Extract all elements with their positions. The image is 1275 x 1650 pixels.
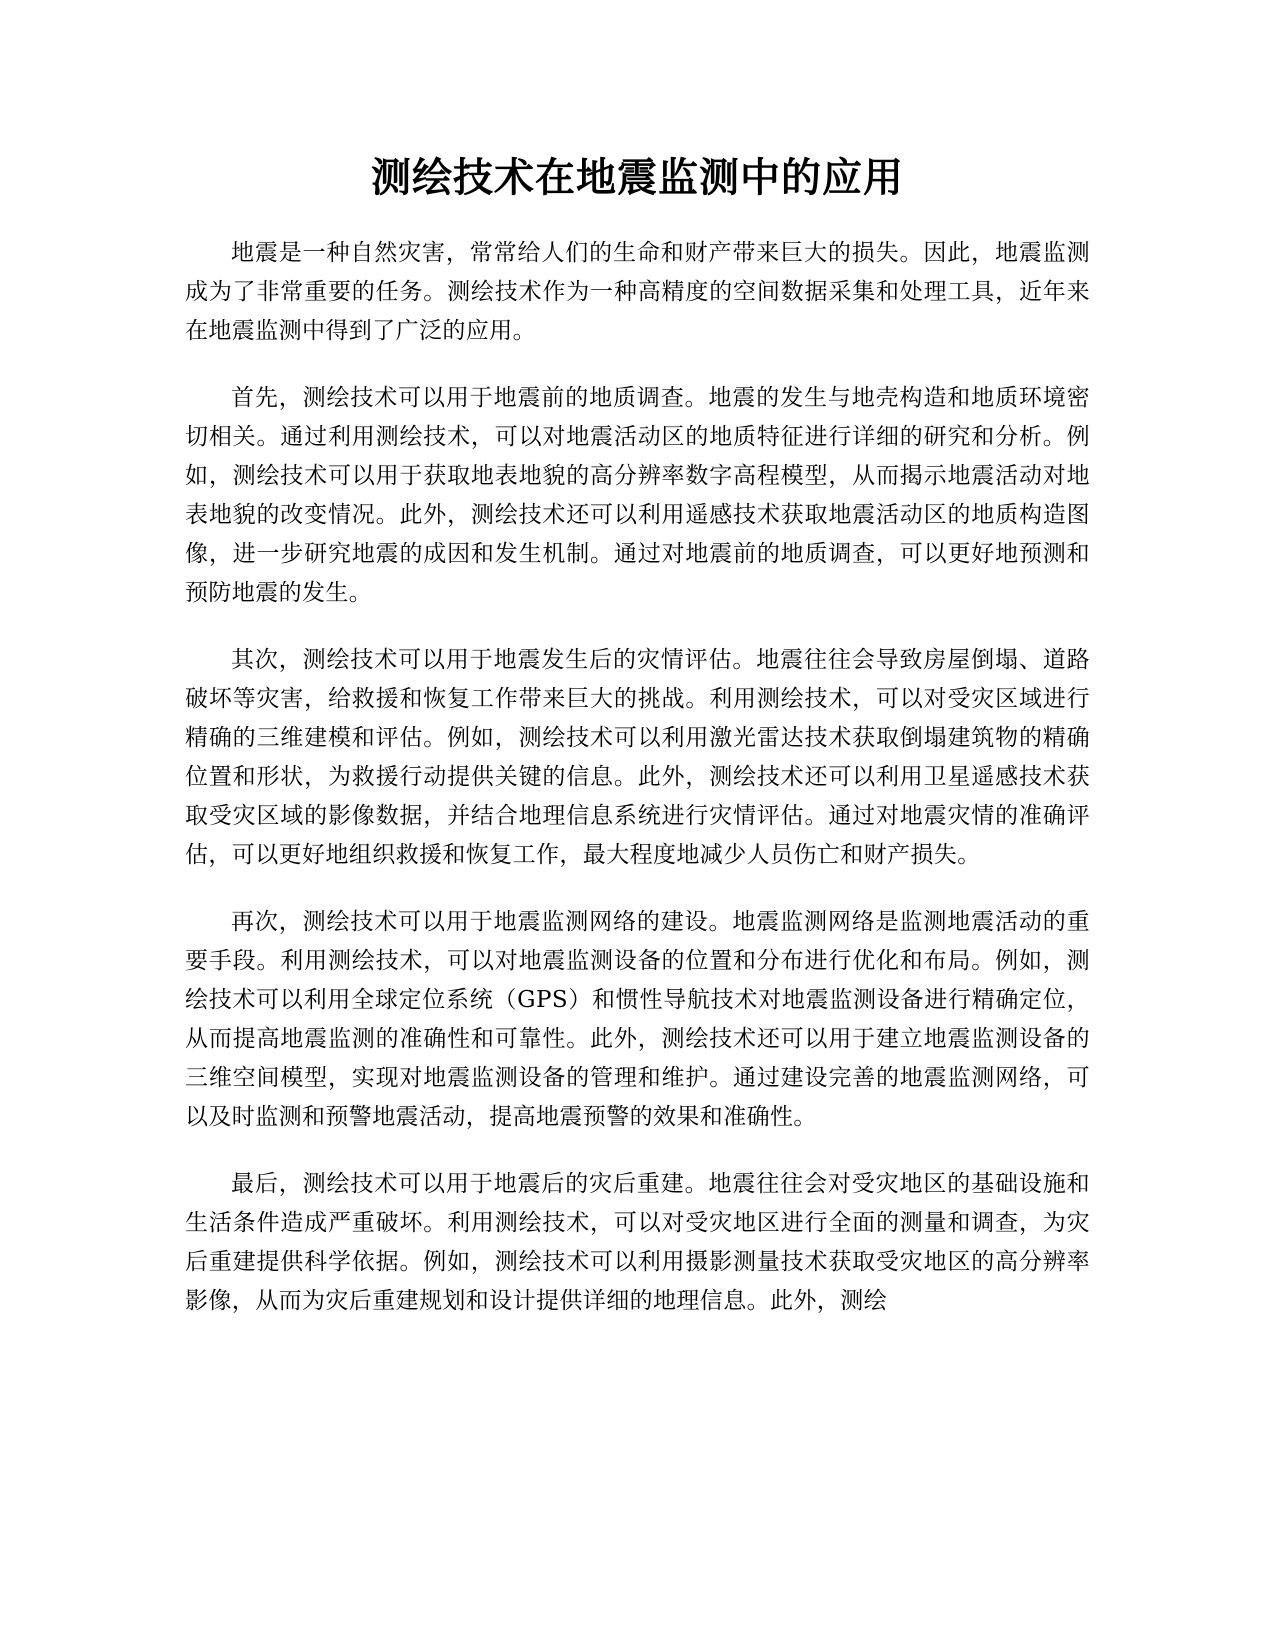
paragraph-monitoring-network: 再次，测绘技术可以用于地震监测网络的建设。地震监测网络是监测地震活动的重要手段。利用测绘技术，可以对地震监测设备的位置和分布进行优化和布局。例如，测绘技术可以利用全球定位系统（GPS）和惯性导航技术对地震监测设备进行精确定位，从而提高地震监测的准确性和可靠性。此外，测绘技术还可以用于建立地震监测设备的三维空间模型，实现对地震监测设备的管理和维护。通过建设完善的地震监测网络，可以及时监测和预警地震活动，提高地震预警的效果和准确性。 [185, 909, 1090, 1130]
paragraph-pre-earthquake-survey: 首先，测绘技术可以用于地震前的地质调查。地震的发生与地壳构造和地质环境密切相关。通过利用测绘技术，可以对地震活动区的地质特征进行详细的研究和分析。例如，测绘技术可以用于获取地表地貌的高分辨率数字高程模型，从而揭示地震活动对地表地貌的改变情况。此外，测绘技术还可以利用遥感技术获取地震活动区的地质构造图像，进一步研究地震的成因和发生机制。通过对地震前的地质调查，可以更好地预测和预防地震的发生。 [185, 385, 1090, 606]
paragraph-disaster-assessment: 其次，测绘技术可以用于地震发生后的灾情评估。地震往往会导致房屋倒塌、道路破坏等灾害，给救援和恢复工作带来巨大的挑战。利用测绘技术，可以对受灾区域进行精确的三维建模和评估。例如，测绘技术可以利用激光雷达技术获取倒塌建筑物的精确位置和形状，为救援行动提供关键的信息。此外，测绘技术还可以利用卫星遥感技术获取受灾区域的影像数据，并结合地理信息系统进行灾情评估。通过对地震灾情的准确评估，可以更好地组织救援和恢复工作，最大程度地减少人员伤亡和财产损失。 [185, 647, 1090, 868]
paragraph-intro: 地震是一种自然灾害，常常给人们的生命和财产带来巨大的损失。因此，地震监测成为了非常重要的任务。测绘技术作为一种高精度的空间数据采集和处理工具，近年来在地震监测中得到了广泛的应用。 [185, 240, 1090, 344]
paragraph-reconstruction: 最后，测绘技术可以用于地震后的灾后重建。地震往往会对受灾地区的基础设施和生活条件造成严重破坏。利用测绘技术，可以对受灾地区进行全面的测量和调查，为灾后重建提供科学依据。例如，测绘技术可以利用摄影测量技术获取受灾地区的高分辨率影像，从而为灾后重建规划和设计提供详细的地理信息。此外，测绘 [185, 1171, 1090, 1314]
document-page [185, 150, 1090, 1349]
document-title: 测绘技术在地震监测中的应用 [371, 155, 904, 201]
